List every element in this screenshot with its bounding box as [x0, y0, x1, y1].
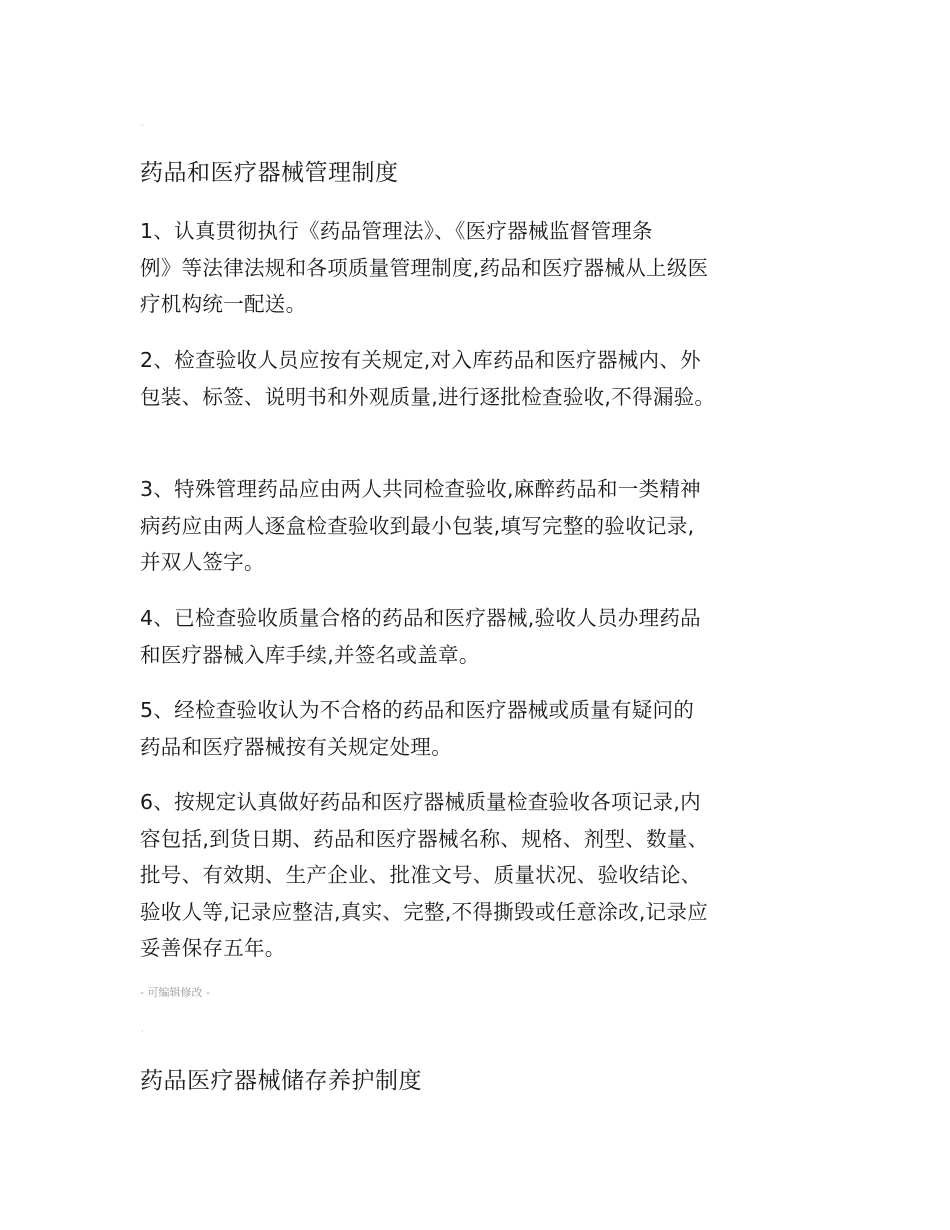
- page-marker-top: ·: [141, 121, 144, 130]
- section-title-drug-device-management: 药品和医疗器械管理制度: [140, 160, 399, 186]
- clause-1-line-1: 1、认真贯彻执行《药品管理法》、《医疗器械监督管理条: [140, 219, 653, 243]
- clause-5-line-2: 药品和医疗器械按有关规定处理。: [140, 734, 452, 759]
- clause-6-line-2: 容包括,到货日期、药品和医疗器械名称、规格、剂型、数量、: [140, 826, 709, 851]
- clause-2-line-2: 包装、标签、说明书和外观质量,进行逐批检查验收,不得漏验。: [140, 384, 716, 409]
- clause-5-line-1: 5、经检查验收认为不合格的药品和医疗器械或质量有疑问的: [140, 698, 695, 722]
- clause-4: [140, 600, 812, 673]
- editable-footer-note: - 可编辑修改 -: [140, 986, 210, 999]
- clause-3-line-3: 并双人签字。: [140, 550, 265, 574]
- page-marker-second: ·: [141, 1027, 144, 1036]
- clause-4-line-1: 4、已检查验收质量合格的药品和医疗器械,验收人员办理药品: [140, 606, 701, 630]
- clause-6: [140, 784, 812, 967]
- clause-1-line-3: 疗机构统一配送。: [140, 292, 307, 316]
- clause-3-line-2: 病药应由两人逐盒检查验收到最小包装,填写完整的验收记录,: [140, 513, 695, 538]
- clause-1: [140, 213, 812, 323]
- clause-2: [140, 342, 812, 415]
- clause-3: [140, 471, 812, 581]
- clause-5: [140, 692, 812, 765]
- clause-3-line-1: 3、特殊管理药品应由两人共同检查验收,麻醉药品和一类精神: [140, 477, 701, 501]
- clause-6-line-5: 妥善保存五年。: [140, 936, 286, 960]
- clause-6-line-4: 验收人等,记录应整洁,真实、完整,不得撕毁或任意涂改,记录应: [140, 899, 709, 924]
- section-title-storage-maintenance: 药品医疗器械储存养护制度: [140, 1068, 422, 1094]
- clause-2-line-1: 2、检查验收人员应按有关规定,对入库药品和医疗器械内、外: [140, 348, 701, 372]
- clause-6-line-3: 批号、有效期、生产企业、批准文号、质量状况、验收结论、: [140, 863, 702, 887]
- clause-4-line-2: 和医疗器械入库手续,并签名或盖章。: [140, 642, 480, 667]
- clause-6-line-1: 6、按规定认真做好药品和医疗器械质量检查验收各项记录,内: [140, 790, 701, 814]
- clause-1-line-2: 例》等法律法规和各项质量管理制度,药品和医疗器械从上级医: [140, 255, 709, 280]
